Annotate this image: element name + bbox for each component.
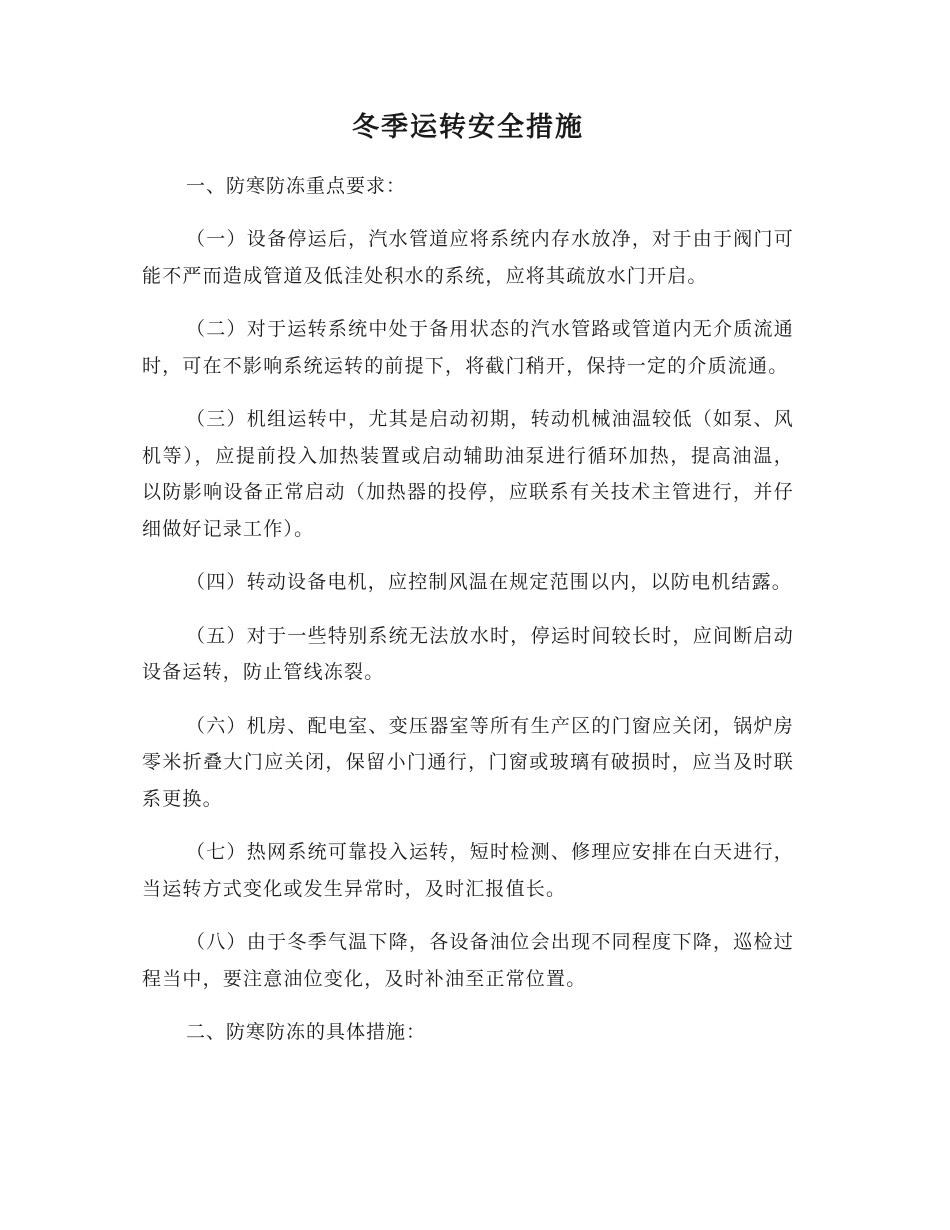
paragraph-2: （二）对于运转系统中处于备用状态的汽水管路或管道内无介质流通时，可在不影响系统运转的前提下，将截门稍开，保持一定的介质流通。 [142,318,794,377]
paragraph-3: （三）机组运转中，尤其是启动初期，转动机械油温较低（如泵、风机等），应提前投入加热装置或启动辅助油泵进行循环加热，提高油温，以防影响设备正常启动（加热器的投停，应联系有关技术主管进行，并仔细做好记录工作）。 [142,408,794,540]
paragraph-4: （四）转动设备电机，应控制风温在规定范围以内，以防电机结露。 [186,571,793,593]
paragraph-7: （七）热网系统可靠投入运转，短时检测、修理应安排在白天进行，当运转方式变化或发生异常时，及时汇报值长。 [142,841,794,900]
section-heading-1: 一、防寒防冻重点要求： [186,175,407,197]
paragraph-1: （一）设备停运后，汽水管道应将系统内存水放净，对于由于阀门可能不严而造成管道及低洼处积水的系统，应将其疏放水门开启。 [142,228,794,287]
paragraph-8: （八）由于冬季气温下降，各设备油位会出现不同程度下降，巡检过程当中，要注意油位变化，及时补油至正常位置。 [142,931,794,990]
document-page [142,108,794,1067]
paragraph-5: （五）对于一些特别系统无法放水时，停运时间较长时，应间断启动设备运转，防止管线冻裂。 [142,624,794,683]
document-title: 冬季运转安全措施 [352,112,584,143]
section-heading-2: 二、防寒防冻的具体措施： [186,1021,427,1043]
paragraph-6: （六）机房、配电室、变压器室等所有生产区的门窗应关闭，锅炉房零米折叠大门应关闭，保留小门通行，门窗或玻璃有破损时，应当及时联系更换。 [142,714,794,810]
